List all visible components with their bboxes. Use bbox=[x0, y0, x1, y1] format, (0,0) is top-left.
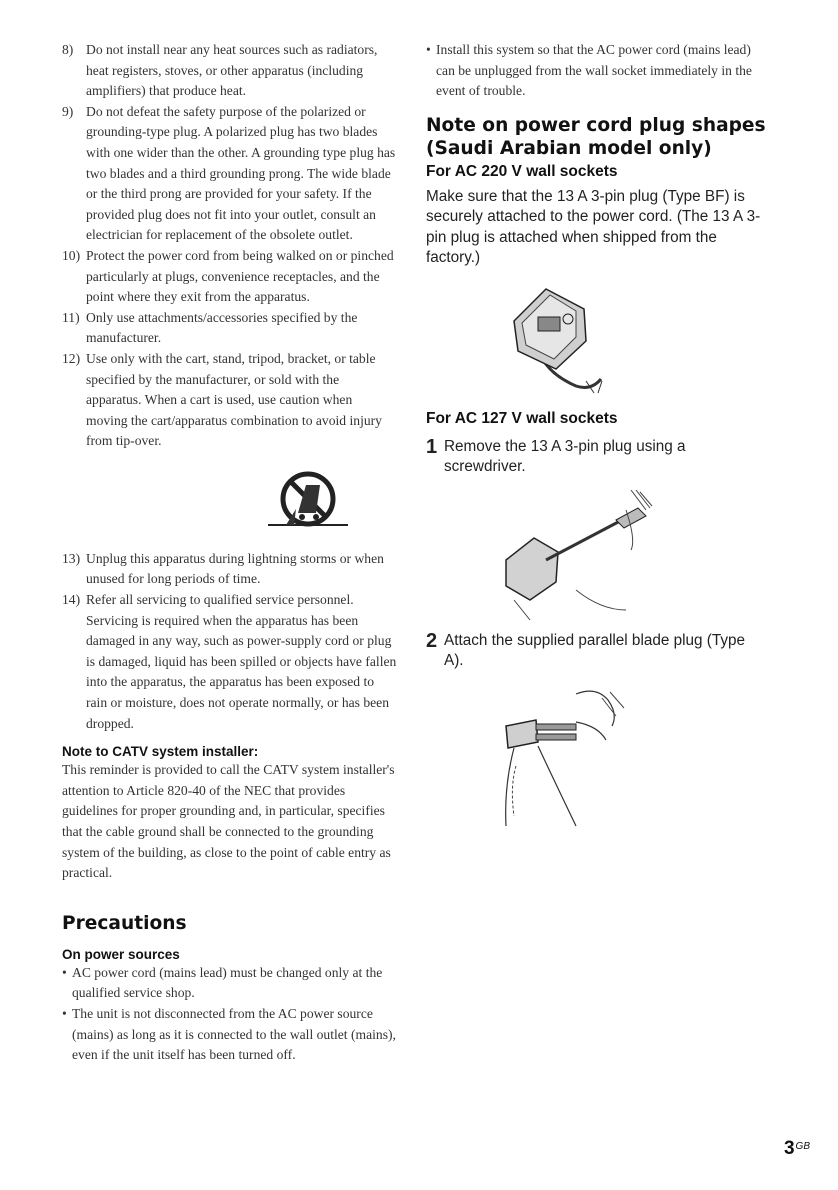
power-sources-heading: On power sources bbox=[62, 946, 180, 962]
ac127-heading: For AC 127 V wall sockets bbox=[426, 409, 618, 427]
catv-heading: Note to CATV system installer: bbox=[62, 744, 259, 760]
blade-plug-figure bbox=[426, 686, 766, 836]
list-item: 13) Unplug this apparatus during lightning storms or when unused for long periods of time. bbox=[62, 550, 384, 587]
step-2: 2 Attach the supplied parallel blade plug (Type A). bbox=[426, 629, 746, 670]
page-number: $3^{GB}$ bbox=[783, 1138, 810, 1159]
note-heading: Note on power cord plug shapes (Saudi Arabian model only) bbox=[426, 114, 766, 159]
list-item: • Install this system so that the AC power cord (mains lead) can be unplugged from the wall socket immediately in the event of trouble. bbox=[426, 42, 752, 99]
catv-text: This reminder is provided to call the CATV system installer's attention to Article 820-40 of the NEC that provides guidelines for proper grounding and, in particular, specifies that the cable ground shall be connected to the grounding system of the building, as close to the point of cable entry as practical. bbox=[62, 762, 395, 881]
right-column bbox=[426, 40, 766, 836]
ac220-heading: For AC 220 V wall sockets bbox=[426, 162, 618, 180]
cart-warning-icon bbox=[62, 467, 397, 547]
list-item: • The unit is not disconnected from the AC power source (mains) as long as it is connected to the wall outlet (mains), even if the unit itself has been turned off. bbox=[62, 1005, 396, 1063]
plug-figure bbox=[426, 281, 766, 401]
screwdriver-figure bbox=[426, 490, 766, 625]
list-item: 9) Do not defeat the safety purpose of the polarized or grounding-type plug. A polarized plug has two blades with one wider than the other. A grounding type plug has two blades and a third grounding prong. The wide blade or the third prong are provided for your safety. If the provided plug does not fit into your outlet, consult an electrician for replacement of the obsolete outlet. bbox=[62, 103, 396, 243]
left-column bbox=[62, 40, 397, 1066]
step-1: 1 Remove the 13 A 3-pin plug using a screwdriver. bbox=[426, 435, 686, 476]
list-item: 8) Do not install near any heat sources such as radiators, heat registers, stoves, or other apparatus (including amplifiers) that produce heat. bbox=[62, 42, 378, 99]
list-item: 12) Use only with the cart, stand, tripod, bracket, or table specified by the manufacturer, or sold with the apparatus. When a cart is used, use caution when moving the cart/apparatus combination to avoid injury from tip-over. bbox=[62, 350, 382, 449]
list-item: 14) Refer all servicing to qualified service personnel. Servicing is required when the apparatus has been damaged in any way, such as power-supply cord or plug is damaged, liquid has been spilled or objects have fallen into the apparatus, the apparatus has been exposed to rain or moisture, does not operate normally, or has been dropped. bbox=[62, 592, 397, 731]
list-item: • AC power cord (mains lead) must be changed only at the qualified service shop. bbox=[62, 964, 383, 1001]
list-item: 10) Protect the power cord from being walked on or pinched particularly at plugs, convenience receptacles, and the point where they exit from the apparatus. bbox=[62, 247, 394, 305]
precautions-heading: Precautions bbox=[62, 912, 187, 934]
list-item: 11) Only use attachments/accessories specified by the manufacturer. bbox=[62, 309, 358, 346]
ac220-text: Make sure that the 13 A 3-pin plug (Type BF) is securely attached to the power cord. (The 13 A 3-pin plug is attached when shipped from the factory.) bbox=[426, 187, 761, 267]
